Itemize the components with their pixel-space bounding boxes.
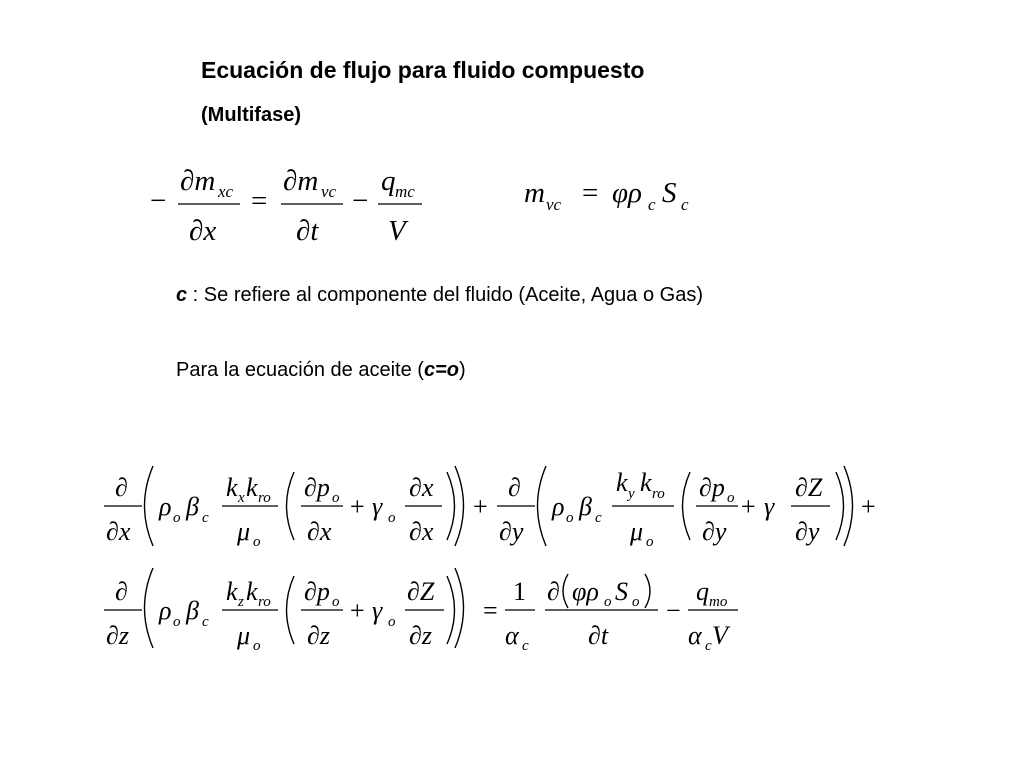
svg-text:S: S xyxy=(662,177,677,209)
svg-text:∂x: ∂x xyxy=(409,517,434,546)
svg-text:ro: ro xyxy=(258,594,271,610)
svg-text:γ: γ xyxy=(372,596,383,625)
svg-text:o: o xyxy=(253,534,261,550)
svg-text:o: o xyxy=(604,594,612,610)
svg-text:k: k xyxy=(246,577,258,606)
svg-text:o: o xyxy=(388,614,396,630)
svg-text:V: V xyxy=(712,621,728,650)
svg-text:∂y: ∂y xyxy=(702,517,727,546)
svg-text:φρ: φρ xyxy=(572,577,599,606)
svg-text:∂p: ∂p xyxy=(304,473,330,502)
svg-text:mo: mo xyxy=(709,594,728,610)
mass-definition-equation xyxy=(524,177,689,214)
svg-text:o: o xyxy=(332,594,340,610)
svg-text:∂Z: ∂Z xyxy=(407,577,435,606)
svg-text:S: S xyxy=(615,577,628,606)
svg-text:∂x: ∂x xyxy=(307,517,332,546)
svg-text:ρ: ρ xyxy=(159,492,172,521)
svg-text:∂m: ∂m xyxy=(283,165,319,197)
svg-text:∂p: ∂p xyxy=(304,577,330,606)
svg-text:∂: ∂ xyxy=(547,577,560,606)
svg-text:α: α xyxy=(688,621,702,650)
svg-text:vc: vc xyxy=(321,182,337,201)
svg-text:ro: ro xyxy=(258,490,271,506)
slide-subtitle: (Multifase) xyxy=(201,104,301,126)
svg-text:+: + xyxy=(741,492,756,521)
svg-text:∂y: ∂y xyxy=(795,517,820,546)
component-note xyxy=(176,281,736,309)
svg-text:c: c xyxy=(595,510,602,526)
svg-text:φρ: φρ xyxy=(612,177,642,209)
svg-text:q: q xyxy=(696,577,709,606)
svg-text:=: = xyxy=(251,185,268,217)
svg-text:γ: γ xyxy=(764,492,775,521)
svg-text:c: c xyxy=(522,638,529,654)
svg-text:z: z xyxy=(238,594,244,610)
svg-text:o: o xyxy=(388,510,396,526)
svg-text:∂p: ∂p xyxy=(699,473,725,502)
svg-text:α: α xyxy=(505,621,519,650)
svg-text:+: + xyxy=(861,492,876,521)
svg-text:k: k xyxy=(246,473,258,502)
svg-text:c: c xyxy=(202,510,209,526)
svg-text:o: o xyxy=(646,534,654,550)
oil-equation-note xyxy=(176,356,466,384)
oil-note-suffix: ) xyxy=(458,359,466,381)
svg-text:∂t: ∂t xyxy=(296,215,319,247)
svg-text:o: o xyxy=(632,594,640,610)
svg-text:y: y xyxy=(628,486,635,502)
svg-text:m: m xyxy=(524,177,545,209)
slide-title: Ecuación de flujo para fluido compuesto xyxy=(201,57,645,83)
svg-text:μ: μ xyxy=(237,621,251,650)
svg-text:+: + xyxy=(350,596,365,625)
svg-text:∂t: ∂t xyxy=(588,621,609,650)
svg-text:∂Z: ∂Z xyxy=(795,473,823,502)
svg-text:+: + xyxy=(350,492,365,521)
svg-text:+: + xyxy=(473,492,488,521)
svg-text:μ: μ xyxy=(630,517,644,546)
svg-text:∂x: ∂x xyxy=(409,473,434,502)
svg-text:∂y: ∂y xyxy=(499,517,524,546)
svg-text:xc: xc xyxy=(218,182,234,201)
oil-equation-row-1 xyxy=(104,466,876,550)
svg-text:k: k xyxy=(226,473,238,502)
svg-text:o: o xyxy=(173,510,181,526)
svg-text:−: − xyxy=(352,185,369,217)
svg-text:=: = xyxy=(582,177,599,209)
svg-text:c: c xyxy=(202,614,209,630)
svg-text:ρ: ρ xyxy=(159,596,172,625)
svg-text:k: k xyxy=(226,577,238,606)
component-symbol: c xyxy=(176,284,188,306)
svg-text:∂z: ∂z xyxy=(307,621,330,650)
svg-text:∂m: ∂m xyxy=(180,165,216,197)
svg-text:ro: ro xyxy=(652,486,665,502)
svg-text:∂x: ∂x xyxy=(106,517,131,546)
conservation-equation xyxy=(150,165,422,247)
oil-equation-row-2 xyxy=(104,568,738,654)
svg-text:∂x: ∂x xyxy=(189,215,217,247)
svg-text:∂: ∂ xyxy=(115,577,128,606)
oil-note-prefix: Para la ecuación de aceite ( xyxy=(176,359,424,381)
svg-text:x: x xyxy=(238,490,245,506)
svg-text:vc: vc xyxy=(546,195,562,214)
svg-text:mc: mc xyxy=(395,182,415,201)
svg-text:q: q xyxy=(381,165,396,197)
svg-text:k: k xyxy=(640,468,652,497)
svg-text:c: c xyxy=(705,638,712,654)
svg-text:−: − xyxy=(150,185,167,217)
svg-text:∂z: ∂z xyxy=(409,621,432,650)
svg-text:ρ: ρ xyxy=(552,492,565,521)
oil-note-symbol: c=o xyxy=(423,359,459,381)
svg-text:μ: μ xyxy=(237,517,251,546)
svg-text:o: o xyxy=(253,638,261,654)
svg-text:o: o xyxy=(173,614,181,630)
svg-text:∂: ∂ xyxy=(115,473,128,502)
svg-text:β: β xyxy=(186,596,199,625)
svg-text:γ: γ xyxy=(372,492,383,521)
svg-text:=: = xyxy=(483,596,498,625)
svg-text:∂z: ∂z xyxy=(106,621,129,650)
svg-text:∂: ∂ xyxy=(508,473,521,502)
svg-text:β: β xyxy=(186,492,199,521)
svg-text:k: k xyxy=(616,468,628,497)
svg-text:o: o xyxy=(332,490,340,506)
svg-text:β: β xyxy=(579,492,592,521)
svg-text:o: o xyxy=(566,510,574,526)
svg-text:c: c xyxy=(648,195,656,214)
svg-text:1: 1 xyxy=(513,577,526,606)
svg-text:c: c xyxy=(681,195,689,214)
svg-text:−: − xyxy=(666,596,681,625)
component-note-text: : Se refiere al componente del fluido (Aceite, Agua o Gas) xyxy=(187,284,703,306)
svg-text:o: o xyxy=(727,490,735,506)
svg-text:V: V xyxy=(388,215,406,247)
